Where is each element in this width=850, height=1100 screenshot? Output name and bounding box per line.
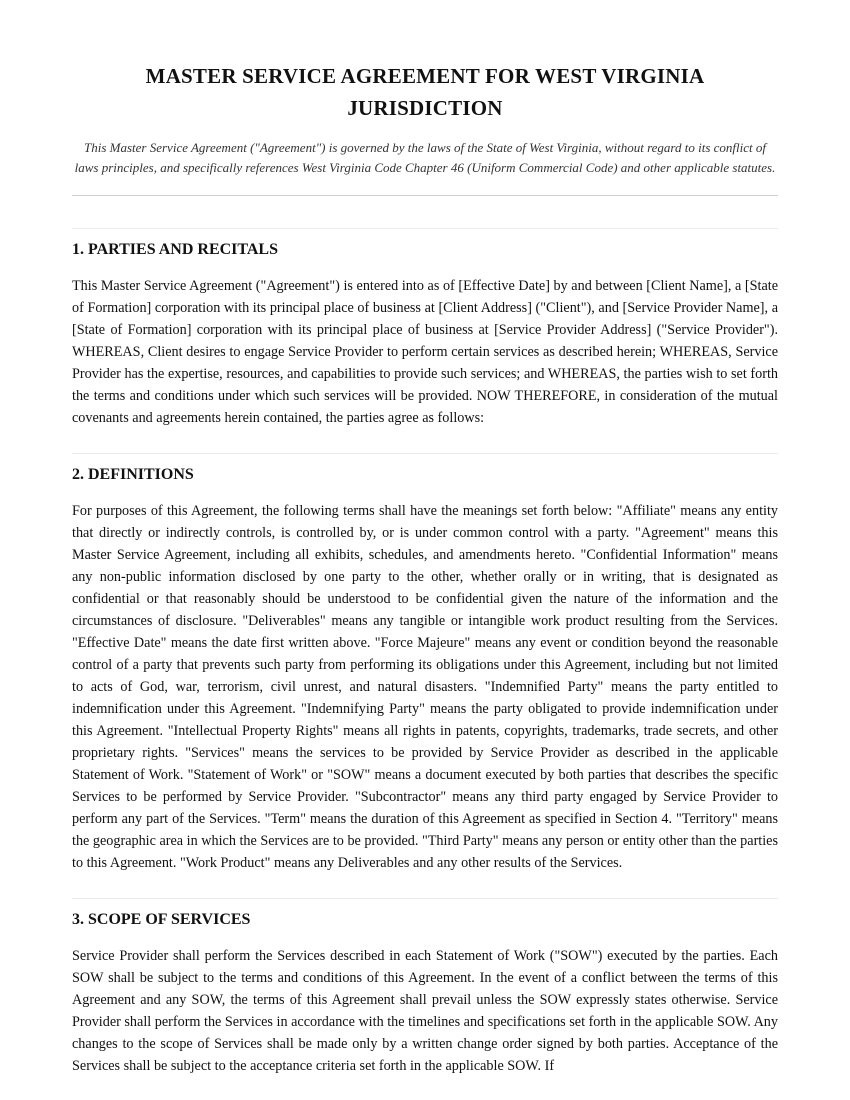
section-heading: 2. DEFINITIONS xyxy=(72,466,194,483)
governing-law-preamble: This Master Service Agreement ("Agreement") is governed by the laws of the State of West Virginia, without regard to its conflict of laws principles, and specifically references West Virginia Code Chapter 46 (Uniform Commercial Code) and other applicable statutes. xyxy=(74,140,776,175)
section-body: For purposes of this Agreement, the following terms shall have the meanings set forth below: "Affiliate" means any entity that directly or indirectly controls, is controlled by, or is under common control with a party. "Agreement" means this Master Service Agreement, including all exhibits, schedules, and amendments hereto. "Confidential Information" means any non-public information disclosed by one party to the other, whether orally or in writing, that is designated as confidential or that reasonably should be understood to be confidential given the nature of the information and the circumstances of disclosure. "Deliverables" means any tangible or intangible work product resulting from the Services. "Effective Date" means the date first written above. "Force Majeure" means any event or condition beyond the reasonable control of a party that prevents such party from performing its obligations under this Agreement, including but not limited to acts of God, war, terrorism, civil unrest, and natural disasters. "Indemnified Party" means the party entitled to indemnification under this Agreement. "Indemnifying Party" means the party obligated to provide indemnification under this Agreement. "Intellectual Property Rights" means all rights in patents, copyrights, trademarks, trade secrets, and other proprietary rights. "Services" means the services to be provided by Service Provider as described in the applicable Statement of Work. "Statement of Work" or "SOW" means a document executed by both parties that describes the specific Services to be performed by Service Provider. "Subcontractor" means any third party engaged by Service Provider to perform any part of the Services. "Term" means the duration of this Agreement as specified in Section 4. "Territory" means the geographic area in which the Services are to be provided. "Third Party" means any person or entity other than the parties to this Agreement. "Work Product" means any Deliverables and any other results of the Services. xyxy=(72,503,778,871)
section-body: This Master Service Agreement ("Agreement") is entered into as of [Effective Date] by and between [Client Name], a [State of Formation] corporation with its principal place of business at [Client Address] ("Client"), and [Service Provider Name], a [State of Formation] corporation with its principal place of business at [Service Provider Address] ("Service Provider"). WHEREAS, Client desires to engage Service Provider to perform certain services as described herein; WHEREAS, Service Provider has the expertise, resources, and capabilities to provide such services; and WHEREAS, the parties wish to set forth the terms and conditions under which such services will be provided. NOW THEREFORE, in consideration of the mutual covenants and agreements herein contained, the parties agree as follows: xyxy=(72,278,778,426)
section-definitions xyxy=(72,453,778,874)
document-title: MASTER SERVICE AGREEMENT FOR WEST VIRGINIA JURISDICTION xyxy=(145,64,705,120)
section-scope-of-services xyxy=(72,898,778,1077)
section-body: Service Provider shall perform the Services described in each Statement of Work ("SOW") executed by the parties. Each SOW shall be subject to the terms and conditions of this Agreement. In the event of a conflict between the terms of this Agreement and any SOW, the terms of this Agreement shall prevail unless the SOW expressly states otherwise. Service Provider shall perform the Services in accordance with the timelines and specifications set forth in the applicable SOW. Any changes to the scope of Services shall be made only by a written change order signed by both parties. Acceptance of the Services shall be subject to the acceptance criteria set forth in the applicable SOW. If xyxy=(72,948,778,1074)
section-heading: 1. PARTIES AND RECITALS xyxy=(72,241,278,258)
document-page xyxy=(72,0,778,1077)
section-parties-and-recitals xyxy=(72,228,778,429)
section-heading: 3. SCOPE OF SERVICES xyxy=(72,911,251,928)
header-divider xyxy=(72,195,778,196)
